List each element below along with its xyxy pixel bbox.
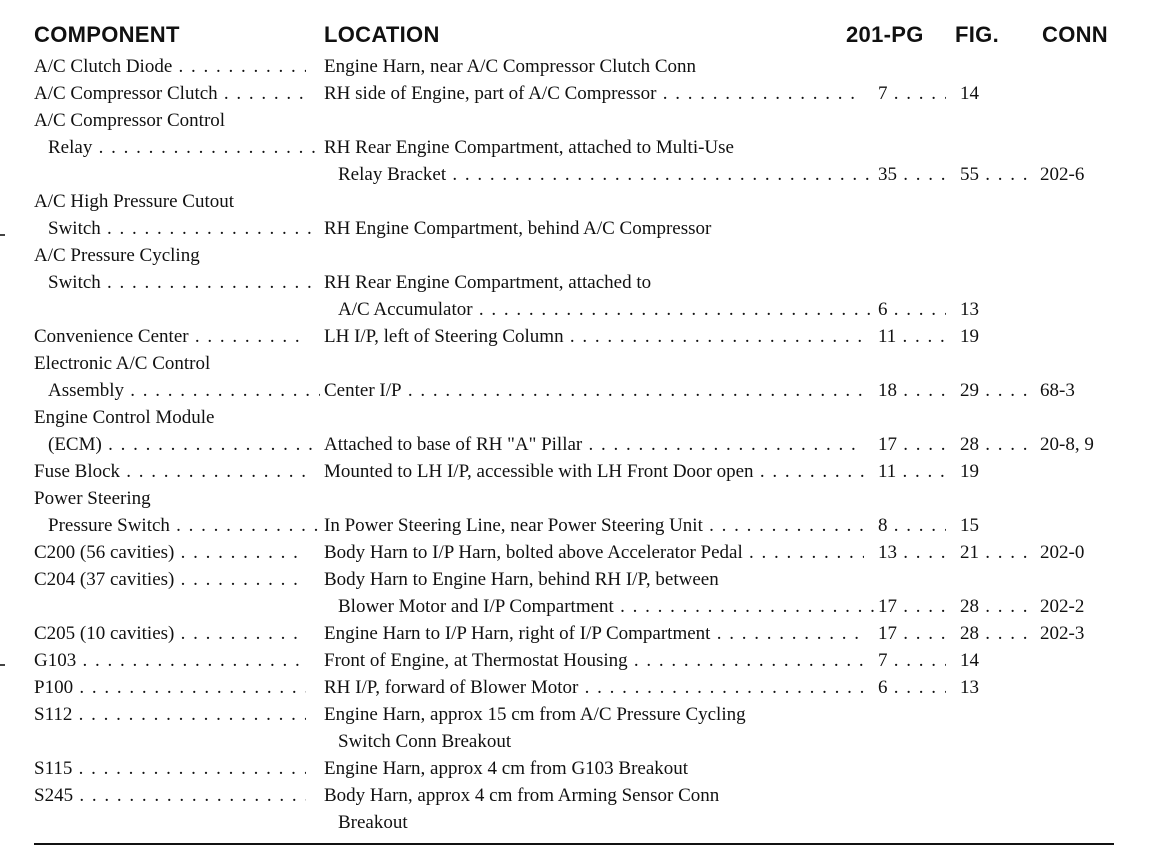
table-row [0,405,1168,431]
fig-cell: 14 [960,83,979,104]
location-cell: Body Harn to Engine Harn, behind RH I/P, between [324,569,719,590]
location-cell [324,486,864,512]
table-row [0,540,1168,566]
component-cell: A/C Compressor Control [34,110,226,131]
page-cell: 17 . . . [878,594,946,620]
location-cell: Breakout [338,812,408,833]
conn-cell [1040,729,1160,755]
component-cell: A/C Clutch Diode . . . [34,54,306,80]
location-cell: Engine Harn, near A/C Compressor Clutch Conn [324,56,697,77]
location-cell: RH Rear Engine Compartment, attached to Multi-Use [324,137,734,158]
table-row [0,459,1168,485]
page-cell [878,54,946,80]
component-cell: Convenience Center . . . [34,324,306,350]
conn-cell [1040,459,1160,485]
location-cell [324,405,864,431]
page-cell [878,783,946,809]
location-cell: Relay Bracket . . . [324,162,878,188]
conn-cell [1040,675,1160,701]
component-cell: C204 (37 cavities) . . . [34,567,306,593]
margin-mark [0,664,5,666]
page-cell [878,135,946,161]
location-cell: RH I/P, forward of Blower Motor . . . [324,675,864,701]
location-cell: Engine Harn, approx 15 cm from A/C Pressure Cycling [324,704,746,725]
location-cell: LH I/P, left of Steering Column . . . [324,324,864,350]
fig-cell: 19 [960,326,979,347]
fig-cell [960,486,1030,512]
conn-cell: 202-0 [1040,542,1085,563]
fig-cell [960,351,1030,377]
table-row [0,648,1168,674]
conn-cell [1040,108,1160,134]
component-cell: A/C High Pressure Cutout [34,191,235,212]
component-cell: G103 . . . [34,648,306,674]
table-row [0,486,1168,512]
conn-cell: 202-2 [1040,596,1085,617]
location-cell [324,189,864,215]
page-cell [878,270,946,296]
conn-cell: 202-6 [1040,164,1085,185]
fig-cell: 14 [960,650,979,671]
conn-cell: 202-3 [1040,623,1085,644]
conn-cell [1040,189,1160,215]
conn-cell [1040,486,1160,512]
conn-cell [1040,810,1160,836]
table-row [0,513,1168,539]
conn-cell [1040,297,1160,323]
fig-cell: 29 . . . [960,378,1030,404]
fig-cell [960,783,1030,809]
fig-cell [960,567,1030,593]
component-cell: (ECM) . . . [34,432,320,458]
location-cell [324,108,864,134]
conn-cell [1040,513,1160,539]
table-row [0,81,1168,107]
component-cell [34,162,306,188]
conn-cell [1040,270,1160,296]
page-cell [878,486,946,512]
location-cell [324,243,864,269]
conn-cell [1040,81,1160,107]
component-cell: Switch . . . [34,216,320,242]
page-cell: 17 . . . [878,621,946,647]
fig-cell [960,702,1030,728]
conn-cell [1040,135,1160,161]
component-cell: A/C Compressor Clutch . . . [34,81,306,107]
component-cell: A/C Pressure Cycling [34,245,200,266]
fig-cell [960,243,1030,269]
page-cell [878,405,946,431]
conn-cell [1040,648,1160,674]
conn-cell [1040,405,1160,431]
page-cell: 18 . . . [878,378,946,404]
location-cell [324,351,864,377]
component-cell: S112 . . . [34,702,306,728]
table-row [0,432,1168,458]
table-row [0,702,1168,728]
header-location: LOCATION [324,22,440,47]
page-cell [878,729,946,755]
location-cell: A/C Accumulator . . . [324,297,878,323]
table-row [0,54,1168,80]
page-cell: 6 . . . [878,297,946,323]
page-cell: 7 . . . [878,648,946,674]
page-cell [878,567,946,593]
page-cell: 13 . . . [878,540,946,566]
location-cell: RH Rear Engine Compartment, attached to [324,272,652,293]
location-cell: Engine Harn to I/P Harn, right of I/P Compartment . . . [324,621,864,647]
conn-cell: 20-8, 9 [1040,434,1094,455]
table-row [0,297,1168,323]
fig-cell [960,405,1030,431]
location-cell: RH side of Engine, part of A/C Compressor . . . [324,81,864,107]
component-cell [34,729,306,755]
conn-cell [1040,783,1160,809]
page-cell [878,243,946,269]
fig-cell [960,189,1030,215]
fig-cell [960,54,1030,80]
fig-cell: 13 [960,299,979,320]
location-cell: In Power Steering Line, near Power Steering Unit . . . [324,513,864,539]
fig-cell [960,729,1030,755]
fig-cell [960,270,1030,296]
conn-cell [1040,324,1160,350]
fig-cell: 21 . . . [960,540,1030,566]
component-cell: Assembly . . . [34,378,320,404]
table-row [0,567,1168,593]
table-row [0,351,1168,377]
table-row [0,378,1168,404]
fig-cell: 28 . . . [960,594,1030,620]
page-cell: 17 . . . [878,432,946,458]
conn-cell [1040,351,1160,377]
table-row [0,675,1168,701]
conn-cell [1040,702,1160,728]
header-fig: FIG. [955,22,999,47]
component-cell: P100 . . . [34,675,306,701]
table-row [0,621,1168,647]
component-cell: Power Steering [34,488,151,509]
fig-cell: 13 [960,677,979,698]
page-cell: 7 . . . [878,81,946,107]
location-cell: Switch Conn Breakout [338,731,512,752]
fig-cell: 28 . . . [960,621,1030,647]
page-cell: 8 . . . [878,513,946,539]
location-cell: RH Engine Compartment, behind A/C Compressor [324,218,712,239]
table-row [0,135,1168,161]
conn-cell [1040,243,1160,269]
fig-cell [960,108,1030,134]
table-row [0,270,1168,296]
page-cell: 6 . . . [878,675,946,701]
component-cell: C205 (10 cavities) . . . [34,621,306,647]
location-cell: Blower Motor and I/P Compartment . . . [324,594,878,620]
fig-cell: 19 [960,461,979,482]
component-cell [34,810,306,836]
location-cell: Mounted to LH I/P, accessible with LH Front Door open . . . [324,459,864,485]
component-cell: Pressure Switch . . . [34,513,320,539]
table-row [0,216,1168,242]
page-cell [878,108,946,134]
page-cell [878,351,946,377]
table-row [0,729,1168,755]
page-cell [878,702,946,728]
fig-cell: 15 [960,515,979,536]
location-cell: Front of Engine, at Thermostat Housing . . . [324,648,864,674]
location-cell: Engine Harn, approx 4 cm from G103 Breakout [324,758,689,779]
fig-cell [960,810,1030,836]
table-row [0,810,1168,836]
page-cell [878,810,946,836]
header-conn: CONN [1042,22,1108,47]
table-row [0,243,1168,269]
table-row [0,189,1168,215]
component-cell: Fuse Block . . . [34,459,306,485]
margin-mark [0,234,5,236]
location-cell: Body Harn, approx 4 cm from Arming Sensor Conn [324,785,720,806]
fig-cell: 55 . . . [960,162,1030,188]
component-cell: Switch . . . [34,270,320,296]
bottom-rule [34,843,1114,845]
component-cell: C200 (56 cavities) . . . [34,540,306,566]
page-cell [878,216,946,242]
location-cell: Body Harn to I/P Harn, bolted above Accelerator Pedal . . . [324,540,864,566]
page-cell: 11 . . . [878,324,946,350]
page-cell [878,189,946,215]
fig-cell [960,135,1030,161]
component-cell: S245 . . . [34,783,306,809]
conn-cell [1040,756,1160,782]
component-cell: Engine Control Module [34,407,215,428]
page-cell [878,756,946,782]
table-row [0,594,1168,620]
table-row [0,756,1168,782]
fig-cell: 28 . . . [960,432,1030,458]
fig-cell [960,216,1030,242]
location-cell: Center I/P . . . [324,378,864,404]
component-cell: S115 . . . [34,756,306,782]
conn-cell: 68-3 [1040,380,1075,401]
component-cell: Electronic A/C Control [34,353,211,374]
conn-cell [1040,567,1160,593]
conn-cell [1040,54,1160,80]
component-cell [34,297,306,323]
table-row [0,783,1168,809]
header-page: 201-PG [846,22,924,47]
location-cell: Attached to base of RH "A" Pillar . . . [324,432,864,458]
component-cell: Relay . . . [34,135,320,161]
table-row [0,162,1168,188]
fig-cell [960,756,1030,782]
page-cell: 35 . . . [878,162,946,188]
header-component: COMPONENT [34,22,180,47]
conn-cell [1040,216,1160,242]
table-row [0,324,1168,350]
page-cell: 11 . . . [878,459,946,485]
component-cell [34,594,306,620]
table-row [0,108,1168,134]
